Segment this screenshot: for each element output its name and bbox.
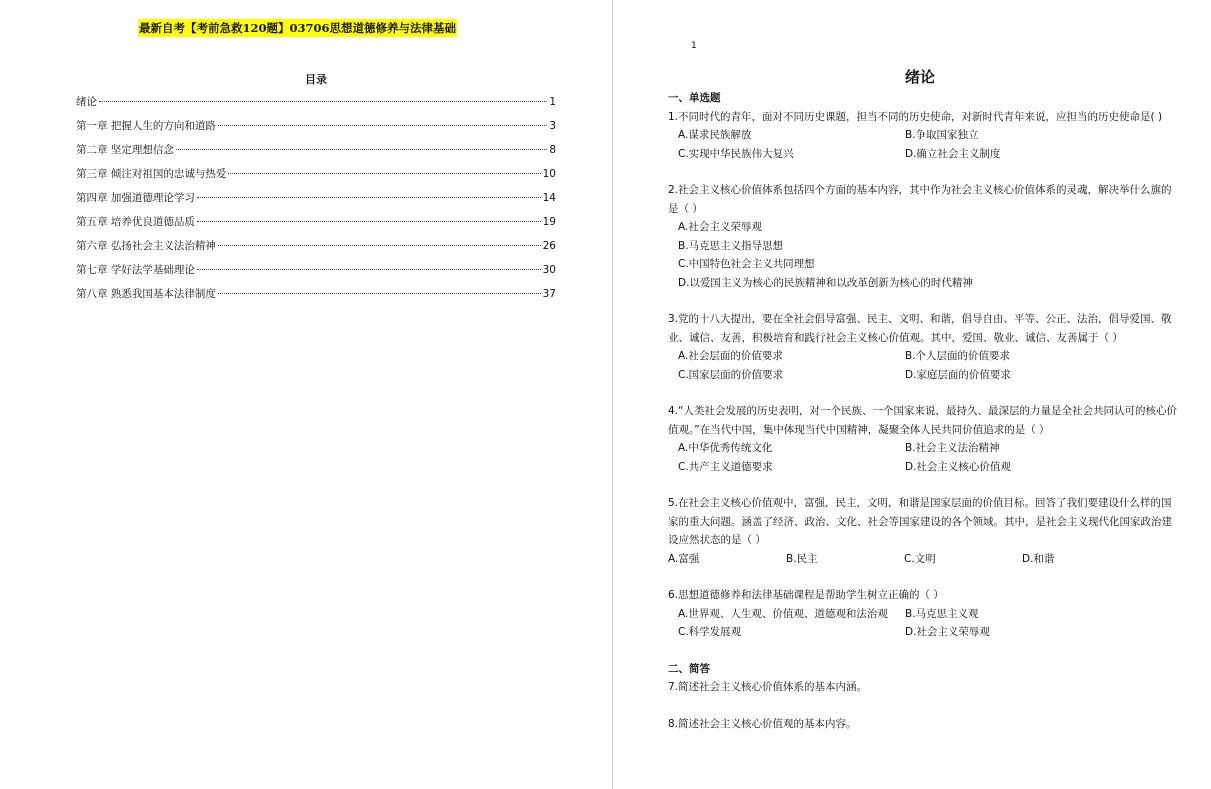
toc-leader-dots (197, 269, 541, 270)
option-a: A.社会层面的价值要求 (678, 350, 783, 362)
toc-entry-label: 第八章 熟悉我国基本法律制度 (76, 288, 216, 300)
toc-entry-page: 14 (542, 192, 556, 204)
toc-entry-label: 绪论 (76, 96, 97, 108)
question-7: 7.简述社会主义核心价值体系的基本内涵。 (668, 681, 868, 693)
option-d: D.以爱国主义为核心的民族精神和以改革创新为核心的时代精神 (678, 276, 973, 289)
page-content (668, 89, 1178, 733)
section-heading-short-answer: 二、简答 (668, 662, 710, 675)
toc-entry-page: 10 (542, 168, 556, 180)
section-heading-single-choice: 一、单选题 (668, 92, 721, 104)
toc-leader-dots (228, 173, 540, 174)
toc-heading: 目录 (305, 73, 327, 86)
option-d: D.和谐 (1022, 552, 1055, 565)
question-5 (668, 494, 1178, 568)
option-c: C.科学发展观 (678, 626, 742, 638)
question-options (668, 126, 1178, 163)
page-number: 1 (691, 41, 697, 51)
toc-leader-dots (218, 293, 541, 294)
option-d: D.家庭层面的价值要求 (905, 368, 1011, 381)
option-b: B.争取国家独立 (905, 129, 979, 141)
option-d: D.确立社会主义制度 (905, 147, 1001, 160)
question-3 (668, 310, 1178, 384)
option-a: A.社会主义荣辱观 (678, 221, 762, 233)
question-8: 8.简述社会主义核心价值观的基本内容。 (668, 717, 857, 730)
toc-entry[interactable] (76, 238, 556, 262)
toc-entry[interactable] (76, 190, 556, 214)
toc-leader-dots (218, 125, 547, 126)
option-c: C.实现中华民族伟大复兴 (678, 147, 794, 160)
toc-leader-dots (176, 149, 547, 150)
toc-leader-dots (99, 101, 547, 102)
question-text: 3.党的十八大提出，要在全社会倡导富强、民主、文明、和谐，倡导自由、平等、公正、法治，倡导爱国、敬业、诚信、友善，积极培育和践行社会主义核心价值观。其中，爱国、敬业、诚信、友善属于（ ） (668, 313, 1172, 344)
toc-entry-label: 第六章 弘扬社会主义法治精神 (76, 240, 216, 252)
toc-entry-page: 30 (542, 264, 556, 276)
right-page (614, 0, 1211, 789)
option-b: B.马克思主义观 (905, 607, 979, 620)
option-c: C.文明 (904, 552, 936, 565)
option-c: C.中国特色社会主义共同理想 (678, 258, 815, 270)
toc-entry[interactable] (76, 94, 556, 118)
option-a: A.世界观、人生观、价值观、道德观和法治观 (678, 607, 888, 620)
question-options (668, 605, 1178, 642)
question-text: 6.思想道德修养和法律基础课程是帮助学生树立正确的（ ） (668, 589, 944, 601)
toc-entry-label: 第一章 把握人生的方向和道路 (76, 120, 216, 132)
question-options (668, 550, 1178, 569)
option-b: B.社会主义法治精神 (905, 442, 1000, 454)
toc-entry-label: 第五章 培养优良道德品质 (76, 216, 195, 228)
document-title: 最新自考【考前急救120题】03706思想道德修养与法律基础 (139, 21, 457, 35)
toc-entry-label: 第三章 倾注对祖国的忠诚与热爱 (76, 168, 227, 180)
toc-entry-page: 3 (549, 120, 556, 132)
question-text: 1.不同时代的青年，面对不同历史课题，担当不同的历史使命，对新时代青年来说，应担当的历史使命是( ) (668, 110, 1163, 123)
toc-entry-page: 1 (549, 96, 556, 108)
toc-entry-label: 第二章 坚定理想信念 (76, 144, 174, 156)
toc-entry[interactable] (76, 262, 556, 286)
toc-entry[interactable] (76, 118, 556, 142)
toc-entry-label: 第四章 加强道德理论学习 (76, 192, 195, 204)
option-d: D.社会主义荣辱观 (905, 626, 990, 638)
toc-entry-label: 第七章 学好法学基础理论 (76, 264, 195, 276)
toc-entry[interactable] (76, 142, 556, 166)
option-b: B.马克思主义指导思想 (678, 239, 784, 252)
toc-entry-page: 26 (542, 240, 556, 252)
question-2 (668, 181, 1178, 292)
option-c: C.国家层面的价值要求 (678, 368, 784, 381)
option-c: C.共产主义道德要求 (678, 460, 773, 473)
toc-entry-page: 19 (542, 216, 556, 228)
table-of-contents (76, 94, 556, 310)
toc-entry-page: 8 (549, 144, 556, 156)
toc-entry[interactable] (76, 214, 556, 238)
toc-entry[interactable] (76, 166, 556, 190)
question-options (668, 439, 1178, 476)
question-text: 2.社会主义核心价值体系包括四个方面的基本内容，其中作为社会主义核心价值体系的灵魂，解决举什么旗的是（ ） (668, 184, 1172, 215)
option-b: B.个人层面的价值要求 (905, 350, 1011, 362)
chapter-title: 绪论 (904, 68, 935, 86)
question-options (668, 218, 1178, 292)
option-d: D.社会主义核心价值观 (905, 460, 1011, 473)
question-options (668, 347, 1178, 384)
option-b: B.民主 (786, 552, 818, 565)
page-divider (612, 0, 613, 789)
question-1 (668, 108, 1178, 164)
toc-leader-dots (197, 221, 541, 222)
question-6 (668, 586, 1178, 642)
question-4 (668, 402, 1178, 476)
option-a: A.谋求民族解放 (678, 129, 752, 141)
toc-leader-dots (197, 197, 541, 198)
toc-leader-dots (218, 245, 541, 246)
toc-entry-page: 37 (542, 288, 556, 300)
option-a: A.富强 (668, 552, 700, 565)
question-text: 5.在社会主义核心价值观中，富强，民主，文明，和谐是国家层面的价值目标。回答了我们要建设什么样的国家的重大问题。涵盖了经济、政治、文化、社会等国家建设的各个领域。其中，是社会主义现代化国家政治建设应然状态的是（ ） (668, 497, 1172, 546)
question-text: 4.“人类社会发展的历史表明，对一个民族、一个国家来说，最持久、最深层的力量是全社会共同认可的核心价值观。”在当代中国，集中体现当代中国精神，凝聚全体人民共同价值追求的是（ ） (668, 405, 1177, 436)
option-a: A.中华优秀传统文化 (678, 442, 773, 454)
toc-entry[interactable] (76, 286, 556, 310)
